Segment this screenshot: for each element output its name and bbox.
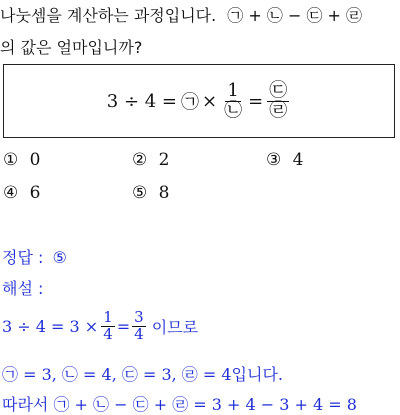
fraction-2-denominator: ㉣ (269, 99, 288, 121)
option-2-value: 2 (158, 150, 170, 170)
option-1-number: ① (3, 150, 19, 170)
option-1[interactable] (3, 150, 40, 170)
answer-value: ⑤ (52, 248, 67, 267)
option-4[interactable] (3, 183, 40, 203)
option-2[interactable] (132, 150, 169, 170)
explanation-line-1-suffix: 이므로 (151, 317, 199, 337)
explanation-line-1-lhs: 3 ÷ 4 = 3 × (2, 316, 99, 336)
explanation-fraction-2-numerator: 3 (134, 307, 144, 326)
question-text: 나눗셈을 계산하는 과정입니다. (0, 6, 217, 25)
equation-lhs: 3 ÷ 4 = (106, 90, 178, 112)
question-line-2: 의 값은 얼마입니까? (0, 38, 143, 57)
equation-box (3, 64, 395, 138)
option-4-value: 6 (29, 183, 41, 203)
explanation-fraction-1 (101, 307, 115, 343)
explanation-equals: = (116, 316, 131, 336)
fraction-1-numerator: 1 (227, 79, 239, 101)
option-3-number: ③ (266, 150, 282, 170)
question-line-1 (0, 3, 362, 26)
explanation-line-1 (2, 304, 198, 348)
fraction-2-numerator: ㉢ (269, 79, 288, 101)
option-4-number: ④ (3, 183, 19, 203)
explanation-fraction-1-denominator: 4 (103, 324, 113, 343)
times-sign: × (202, 90, 218, 112)
question-expression: ㉠ + ㉡ − ㉢ + ㉣ (227, 6, 363, 25)
answer-label: 정답 : (2, 248, 44, 267)
option-5-number: ⑤ (132, 183, 148, 203)
option-3[interactable] (266, 150, 303, 170)
equation (4, 65, 394, 137)
explanation-line-2: ㉠ = 3, ㉡ = 4, ㉢ = 3, ㉣ = 4입니다. (2, 365, 284, 384)
explanation-label: 해설 : (2, 279, 44, 298)
answer-line (2, 245, 67, 268)
option-3-value: 4 (292, 150, 304, 170)
fraction-1-denominator: ㉡ (224, 99, 243, 121)
option-5[interactable] (132, 183, 169, 203)
mark-a: ㉠ (181, 92, 200, 113)
explanation-line-3: 따라서 ㉠ + ㉡ − ㉢ + ㉣ = 3 + 4 − 3 + 4 = 8 (2, 395, 357, 414)
explanation-fraction-2-denominator: 4 (134, 324, 144, 343)
fraction-1 (222, 79, 244, 121)
equals-sign: = (248, 90, 264, 112)
option-1-value: 0 (29, 150, 41, 170)
option-5-value: 8 (158, 183, 170, 203)
explanation-fraction-1-numerator: 1 (103, 307, 113, 326)
explanation-fraction-2 (132, 307, 146, 343)
fraction-2 (267, 79, 289, 121)
option-2-number: ② (132, 150, 148, 170)
